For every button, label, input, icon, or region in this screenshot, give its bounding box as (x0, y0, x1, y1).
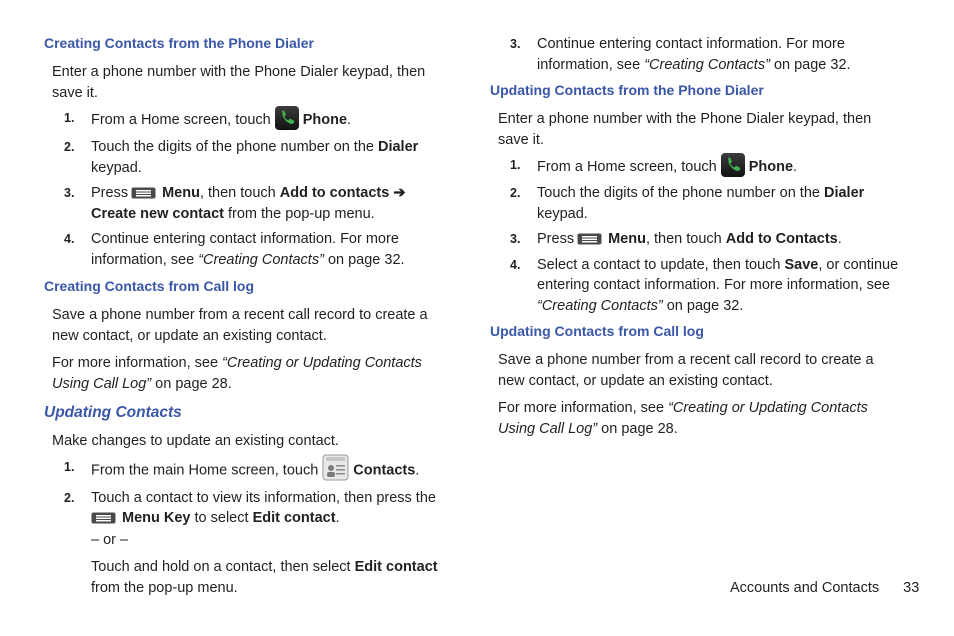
list-item: 2. Touch the digits of the phone number on the Dialer keypad. (510, 185, 865, 222)
menu-key-icon (577, 231, 602, 243)
list-item: 4. Select a contact to update, then touch Save, or continue entering contact information. For more information, see “Creating Contacts” on page 32. (510, 256, 899, 314)
heading-updating-contacts: Updating Contacts (44, 404, 182, 421)
right-column (490, 34, 904, 439)
contacts-icon (322, 454, 349, 481)
list-item: 3. Continue entering contact information. For more information, see “Creating Contacts” on page 32. (510, 36, 851, 73)
paragraph: Touch and hold on a contact, then select Edit contact from the pop-up menu. (91, 559, 438, 596)
paragraph: Enter a phone number with the Phone Dialer keypad, then save it. (52, 64, 426, 101)
paragraph: For more information, see “Creating or Updating Contacts Using Call Log” on page 28. (52, 355, 422, 392)
page-number: 33 (903, 580, 920, 596)
cross-reference: “Creating Contacts” (198, 251, 324, 268)
phone-icon (275, 106, 299, 130)
list-item: 1. From a Home screen, touch Phone. (44, 108, 458, 132)
list-item: 2. Touch a contact to view its information, then press the Menu Key to select Edit contact. (64, 489, 436, 526)
page-footer (730, 578, 919, 598)
phone-icon (721, 153, 745, 177)
left-column (44, 34, 458, 598)
cross-reference: “Creating or Updating Contacts Using Call Log” (498, 400, 868, 437)
paragraph: For more information, see “Creating or Updating Contacts Using Call Log” on page 28. (498, 400, 868, 437)
list-item: 3. Press Menu, then touch Add to contacts ➔ Create new contact from the pop-up menu. (64, 185, 406, 222)
heading-updating-from-dialer: Updating Contacts from the Phone Dialer (490, 82, 764, 98)
paragraph: Make changes to update an existing contact. (52, 433, 339, 449)
list-item: 3. Press Menu, then touch Add to Contacts. (510, 231, 842, 247)
heading-creating-from-dialer: Creating Contacts from the Phone Dialer (44, 35, 314, 51)
heading-updating-from-call-log: Updating Contacts from Call log (490, 323, 704, 339)
footer-section-title: Accounts and Contacts (730, 580, 880, 596)
list-item: 1. From the main Home screen, touch Contacts. (44, 457, 458, 484)
menu-key-icon (91, 510, 116, 522)
list-item: 4. Continue entering contact information. For more information, see “Creating Contacts” on page 32. (64, 231, 405, 268)
cross-reference: “Creating Contacts” (537, 297, 663, 314)
paragraph: Enter a phone number with the Phone Dialer keypad, then save it. (498, 111, 872, 148)
paragraph: Save a phone number from a recent call record to create a new contact, or update an existing contact. (498, 352, 874, 389)
menu-key-icon (131, 185, 156, 197)
or-separator: – or – (91, 531, 129, 548)
list-item: 2. Touch the digits of the phone number on the Dialer keypad. (64, 139, 419, 176)
cross-reference: “Creating or Updating Contacts Using Call Log” (52, 355, 422, 392)
cross-reference: “Creating Contacts” (644, 56, 770, 73)
paragraph: Save a phone number from a recent call record to create a new contact, or update an existing contact. (52, 307, 428, 344)
list-item: 1. From a Home screen, touch Phone. (490, 155, 904, 179)
heading-creating-from-call-log: Creating Contacts from Call log (44, 278, 255, 294)
